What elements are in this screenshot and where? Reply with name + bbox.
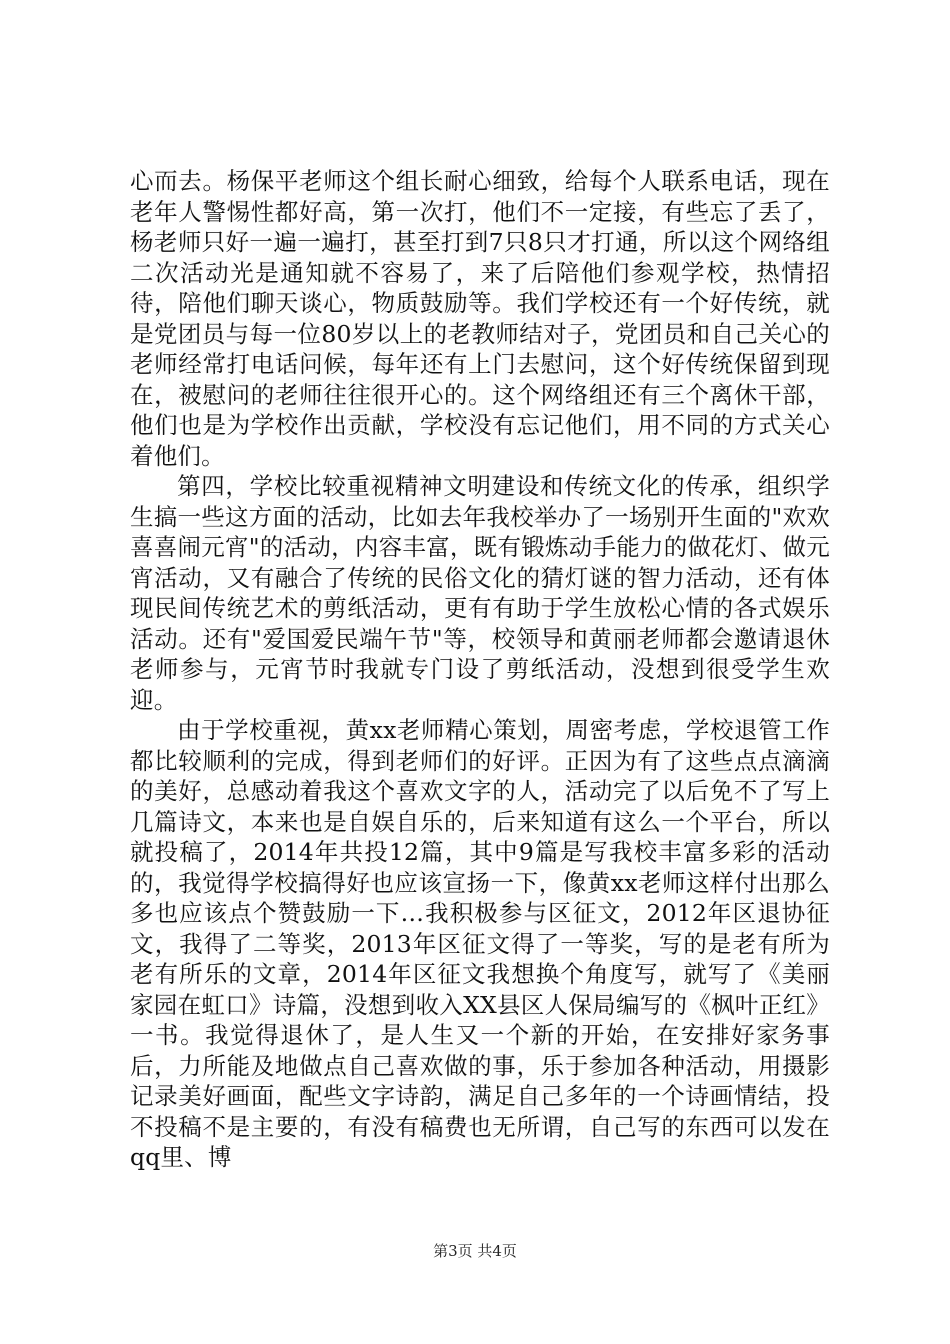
paragraph-2: 第四，学校比较重视精神文明建设和传统文化的传承，组织学生搞一些这方面的活动，比如去年我校举办了一场别开生面的"欢欢喜喜闹元宵"的活动，内容丰富，既有锻炼动手能力的做花灯、做元宵活动，又有融合了传统的民俗文化的猜灯谜的智力活动，还有体现民间传统艺术的剪纸活动，更有有助于学生放松心情的各式娱乐活动。还有"爱国爱民端午节"等，校领导和黄丽老师都会邀请退休老师参与，元宵节时我就专门设了剪纸活动，没想到很受学生欢迎。 xyxy=(130,472,830,714)
page-footer xyxy=(0,1241,950,1261)
paragraph-3: 由于学校重视，黄xx老师精心策划，周密考虑，学校退管工作都比较顺利的完成，得到老师们的好评。正因为有了这些点点滴滴的美好，总感动着我这个喜欢文字的人，活动完了以后免不了写上几篇诗文，本来也是自娱自乐的，后来知道有这么一个平台，所以就投稿了，2014年共投12篇，其中9篇是写我校丰富多彩的活动的，我觉得学校搞得好也应该宣扬一下，像黄xx老师这样付出那么多也应该点个赞鼓励一下…我积极参与区征文，2012年区退协征文，我得了二等奖，2013年区征文得了一等奖，写的是老有所为老有所乐的文章，2014年区征文我想换个角度写，就写了《美丽家园在虹口》诗篇，没想到收入XX县区人保局编写的《枫叶正红》一书。我觉得退休了，是人生又一个新的开始，在安排好家务事后，力所能及地做点自己喜欢做的事，乐于参加各种活动，用摄影记录美好画面，配些文字诗韵，满足自己多年的一个诗画情结，投不投稿不是主要的，有没有稿费也无所谓，自己写的东西可以发在qq里、博 xyxy=(130,716,830,1171)
paragraph-1: 心而去。杨保平老师这个组长耐心细致，给每个人联系电话，现在老年人警惕性都好高，第一次打，他们不一定接，有些忘了丢了，杨老师只好一遍一遍打，甚至打到7只8只才打通，所以这个网络组二次活动光是通知就不容易了，来了后陪他们参观学校，热情招待，陪他们聊天谈心，物质鼓励等。我们学校还有一个好传统，就是党团员与每一位80岁以上的老教师结对子，党团员和自己关心的老师经常打电话问候，每年还有上门去慰问，这个好传统保留到现在，被慰问的老师往往很开心的。这个网络组还有三个离休干部，他们也是为学校作出贡献，学校没有忘记他们，用不同的方式关心着他们。 xyxy=(130,167,830,470)
page-number-label: 第3页 共4页 xyxy=(433,1242,517,1260)
document-body xyxy=(130,166,830,1173)
